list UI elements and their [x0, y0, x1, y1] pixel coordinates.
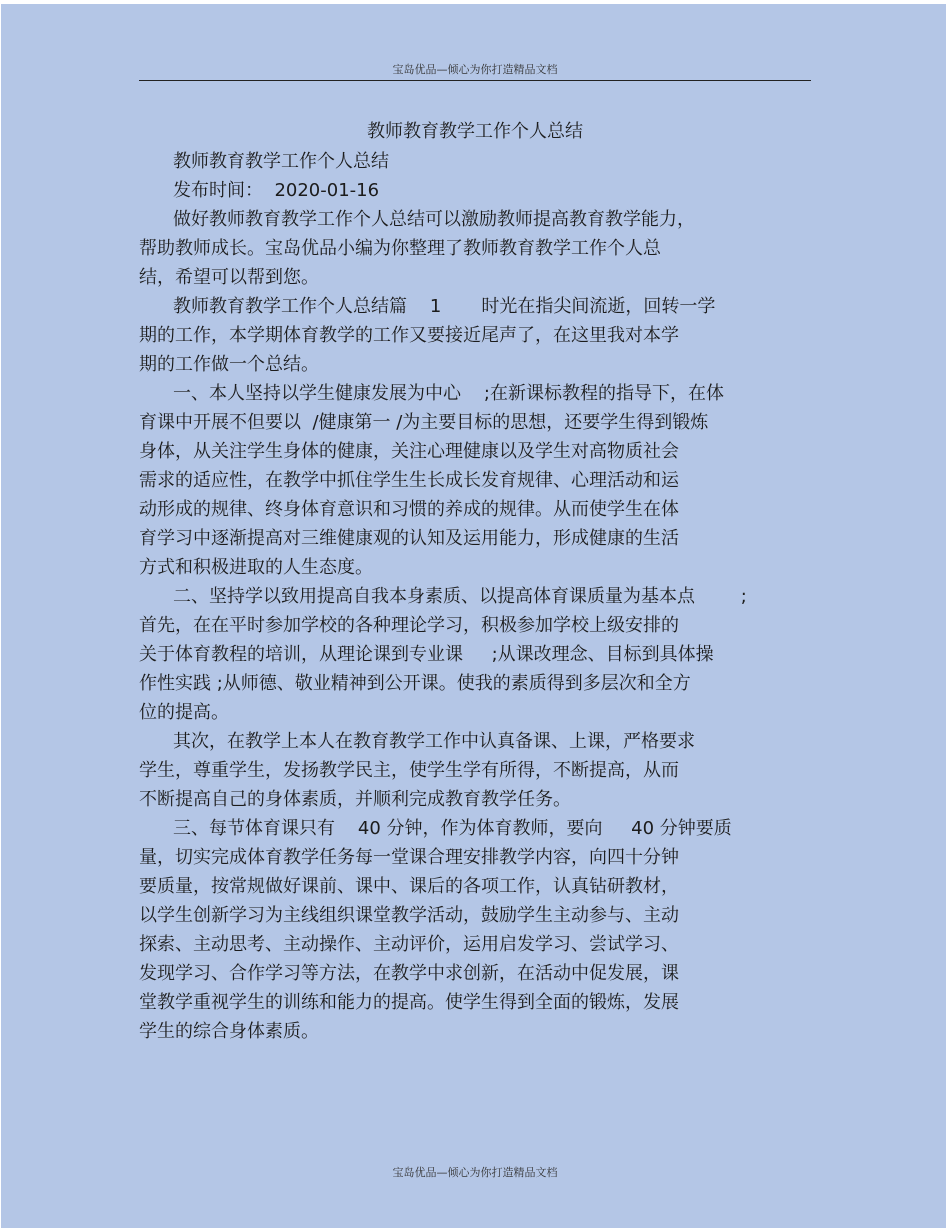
text-line: 二、坚持学以致用提高自我本身素质、以提高体育课质量为基本点 ; [173, 586, 747, 607]
text-line: 三、每节体育课只有 40 分钟，作为体育教师，要向 40 分钟要质 [173, 818, 732, 839]
text-line: 堂教学重视学生的训练和能力的提高。使学生得到全面的锻炼，发展 [139, 992, 679, 1013]
text-line: 发布时间： 2020-01-16 [173, 180, 380, 201]
text-line: 需求的适应性，在教学中抓住学生生长成长发育规律、心理活动和运 [139, 470, 679, 491]
text-line: 位的提高。 [139, 702, 229, 723]
document-body [139, 117, 819, 1046]
paragraph-point-2 [139, 582, 819, 727]
paragraph-point-1 [139, 379, 819, 582]
text-line: 身体，从关注学生身体的健康，关注心理健康以及学生对高物质社会 [139, 441, 679, 462]
text-line: 不断提高自己的身体素质，并顺利完成教育教学任务。 [139, 789, 571, 810]
text-line: 学生，尊重学生，发扬教学民主，使学生学有所得，不断提高，从而 [139, 760, 679, 781]
text-line: 育课中开展不但要以 /健康第一 /为主要目标的思想，还要学生得到锻炼 [139, 412, 709, 433]
text-line: 一、本人坚持以学生健康发展为中心 ;在新课标教程的指导下，在体 [173, 383, 724, 404]
document-page [1, 4, 946, 1228]
text-line: 探索、主动思考、主动操作、主动评价，运用启发学习、尝试学习、 [139, 934, 679, 955]
text-line: 教师教育教学工作个人总结 [173, 151, 389, 172]
text-line: 首先，在在平时参加学校的各种理论学习，积极参加学校上级安排的 [139, 615, 679, 636]
text-line: 关于体育教程的培训，从理论课到专业课 ;从课改理念、目标到具体操 [139, 644, 714, 665]
paragraph-secondly [139, 727, 819, 814]
header-rule [139, 80, 811, 81]
paragraph-subtitle [139, 147, 819, 176]
text-line: 学生的综合身体素质。 [139, 1021, 319, 1042]
text-line: 量，切实完成体育教学任务每一堂课合理安排教学内容，向四十分钟 [139, 847, 679, 868]
text-line: 结，希望可以帮到您。 [139, 267, 319, 288]
document-title: 教师教育教学工作个人总结 [367, 121, 583, 142]
text-line: 教师教育教学工作个人总结篇 1 时光在指尖间流逝，回转一学 [173, 296, 716, 317]
text-line: 其次，在教学上本人在教育教学工作中认真备课、上课，严格要求 [173, 731, 695, 752]
text-line: 做好教师教育教学工作个人总结可以激励教师提高教育教学能力， [173, 209, 695, 230]
text-line: 期的工作，本学期体育教学的工作又要接近尾声了，在这里我对本学 [139, 325, 679, 346]
text-line: 方式和积极进取的人生态度。 [139, 557, 373, 578]
running-header: 宝岛优品—倾心为你打造精品文档 [392, 63, 558, 76]
paragraph-intro [139, 205, 819, 292]
text-line: 以学生创新学习为主线组织课堂教学活动，鼓励学生主动参与、主动 [139, 905, 679, 926]
text-line: 作性实践 ;从师德、敬业精神到公开课。使我的素质得到多层次和全方 [139, 673, 691, 694]
text-line: 育学习中逐渐提高对三维健康观的认知及运用能力，形成健康的生活 [139, 528, 679, 549]
running-footer: 宝岛优品—倾心为你打造精品文档 [392, 1166, 558, 1179]
text-line: 发现学习、合作学习等方法，在教学中求创新，在活动中促发展，课 [139, 963, 679, 984]
text-line: 帮助教师成长。宝岛优品小编为你整理了教师教育教学工作个人总 [139, 238, 661, 259]
text-line: 期的工作做一个总结。 [139, 354, 319, 375]
text-line: 要质量，按常规做好课前、课中、课后的各项工作，认真钻研教材， [139, 876, 679, 897]
paragraph-point-3 [139, 814, 819, 1046]
paragraph-publish-date [139, 176, 819, 205]
paragraph-section-1 [139, 292, 819, 379]
text-line: 动形成的规律、终身体育意识和习惯的养成的规律。从而使学生在体 [139, 499, 679, 520]
